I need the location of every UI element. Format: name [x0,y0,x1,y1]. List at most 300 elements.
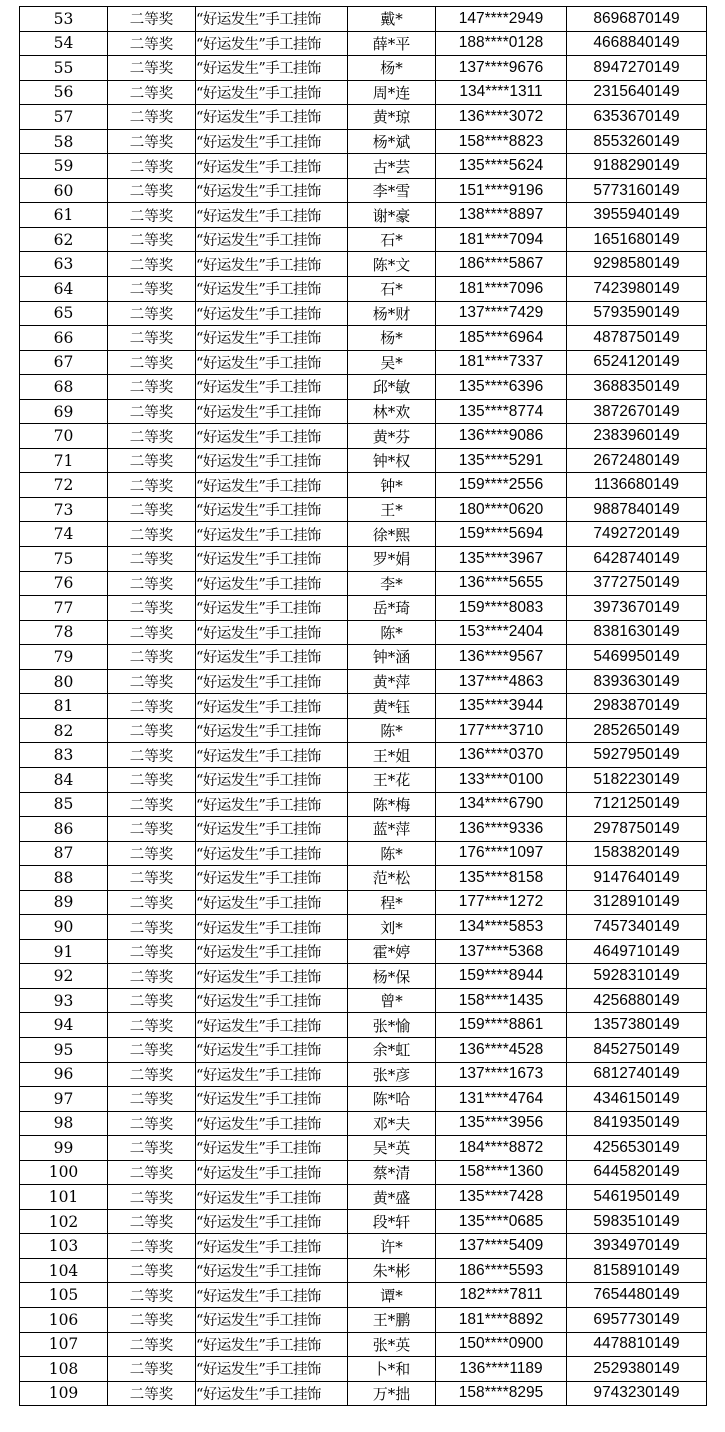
table-row [20,964,707,989]
redeem-code-cell: 2978750149 [567,817,707,842]
prize-name-cell: “好运发生”手工挂饰 [196,31,348,56]
row-number-cell: 81 [20,694,108,719]
winner-name-cell: 曾* [348,988,436,1013]
prize-name-cell: “好运发生”手工挂饰 [196,203,348,228]
prize-grade-cell: 二等奖 [108,1209,196,1234]
masked-phone-cell: 177****1272 [436,890,567,915]
prize-grade-cell: 二等奖 [108,80,196,105]
row-number-cell: 92 [20,964,108,989]
masked-phone-cell: 151****9196 [436,178,567,203]
table-row [20,1087,707,1112]
prize-grade-cell: 二等奖 [108,1307,196,1332]
prize-name-cell: “好运发生”手工挂饰 [196,1258,348,1283]
prize-name-cell: “好运发生”手工挂饰 [196,817,348,842]
table-row [20,1283,707,1308]
redeem-code-cell: 6957730149 [567,1307,707,1332]
table-row [20,497,707,522]
table-row [20,1037,707,1062]
prize-name-cell: “好运发生”手工挂饰 [196,1136,348,1161]
masked-phone-cell: 134****5853 [436,915,567,940]
prize-grade-cell: 二等奖 [108,277,196,302]
winner-name-cell: 戴* [348,7,436,32]
prize-grade-cell: 二等奖 [108,718,196,743]
redeem-code-cell: 5927950149 [567,743,707,768]
winner-name-cell: 李*雪 [348,178,436,203]
prize-name-cell: “好运发生”手工挂饰 [196,915,348,940]
prize-name-cell: “好运发生”手工挂饰 [196,964,348,989]
row-number-cell: 58 [20,129,108,154]
redeem-code-cell: 9743230149 [567,1381,707,1406]
row-number-cell: 76 [20,571,108,596]
table-row [20,31,707,56]
winner-name-cell: 徐*熙 [348,522,436,547]
winner-name-cell: 张*彦 [348,1062,436,1087]
table-row [20,522,707,547]
prize-name-cell: “好运发生”手工挂饰 [196,866,348,891]
redeem-code-cell: 8696870149 [567,7,707,32]
table-row [20,669,707,694]
winner-name-cell: 黄*钰 [348,694,436,719]
row-number-cell: 55 [20,56,108,81]
prize-grade-cell: 二等奖 [108,743,196,768]
table-row [20,1111,707,1136]
winner-name-cell: 邓*夫 [348,1111,436,1136]
table-row [20,350,707,375]
prize-grade-cell: 二等奖 [108,645,196,670]
prize-grade-cell: 二等奖 [108,596,196,621]
row-number-cell: 73 [20,497,108,522]
prize-name-cell: “好运发生”手工挂饰 [196,7,348,32]
winner-name-cell: 许* [348,1234,436,1259]
masked-phone-cell: 181****7096 [436,277,567,302]
prize-name-cell: “好运发生”手工挂饰 [196,1332,348,1357]
prize-grade-cell: 二等奖 [108,1381,196,1406]
redeem-code-cell: 9298580149 [567,252,707,277]
winner-name-cell: 杨*保 [348,964,436,989]
winner-name-cell: 范*松 [348,866,436,891]
masked-phone-cell: 153****2404 [436,620,567,645]
prize-name-cell: “好运发生”手工挂饰 [196,350,348,375]
redeem-code-cell: 8381630149 [567,620,707,645]
row-number-cell: 83 [20,743,108,768]
row-number-cell: 72 [20,473,108,498]
prize-grade-cell: 二等奖 [108,1185,196,1210]
table-row [20,301,707,326]
winner-name-cell: 吴*英 [348,1136,436,1161]
masked-phone-cell: 138****8897 [436,203,567,228]
prize-grade-cell: 二等奖 [108,1357,196,1382]
prize-name-cell: “好运发生”手工挂饰 [196,1037,348,1062]
prize-name-cell: “好运发生”手工挂饰 [196,767,348,792]
prize-grade-cell: 二等奖 [108,350,196,375]
prize-grade-cell: 二等奖 [108,129,196,154]
table-row [20,645,707,670]
row-number-cell: 63 [20,252,108,277]
prize-name-cell: “好运发生”手工挂饰 [196,252,348,277]
row-number-cell: 80 [20,669,108,694]
redeem-code-cell: 8553260149 [567,129,707,154]
redeem-code-cell: 7654480149 [567,1283,707,1308]
masked-phone-cell: 180****0620 [436,497,567,522]
row-number-cell: 102 [20,1209,108,1234]
table-row [20,1357,707,1382]
redeem-code-cell: 3973670149 [567,596,707,621]
prize-name-cell: “好运发生”手工挂饰 [196,105,348,130]
winner-name-cell: 段*轩 [348,1209,436,1234]
winner-name-cell: 谢*豪 [348,203,436,228]
prize-grade-cell: 二等奖 [108,988,196,1013]
table-row [20,399,707,424]
table-row [20,743,707,768]
masked-phone-cell: 135****5291 [436,448,567,473]
prize-grade-cell: 二等奖 [108,939,196,964]
prize-name-cell: “好运发生”手工挂饰 [196,1087,348,1112]
winner-name-cell: 黄*萍 [348,669,436,694]
row-number-cell: 66 [20,326,108,351]
winner-name-cell: 蓝*萍 [348,817,436,842]
winner-name-cell: 石* [348,227,436,252]
prize-name-cell: “好运发生”手工挂饰 [196,718,348,743]
table-row [20,694,707,719]
prize-name-cell: “好运发生”手工挂饰 [196,1357,348,1382]
prize-grade-cell: 二等奖 [108,1258,196,1283]
winner-name-cell: 王*鹏 [348,1307,436,1332]
masked-phone-cell: 137****9676 [436,56,567,81]
table-row [20,1381,707,1406]
prize-grade-cell: 二等奖 [108,1283,196,1308]
prize-grade-cell: 二等奖 [108,792,196,817]
prize-grade-cell: 二等奖 [108,620,196,645]
row-number-cell: 82 [20,718,108,743]
prize-grade-cell: 二等奖 [108,915,196,940]
masked-phone-cell: 158****1435 [436,988,567,1013]
redeem-code-cell: 6428740149 [567,547,707,572]
masked-phone-cell: 185****6964 [436,326,567,351]
prize-name-cell: “好运发生”手工挂饰 [196,1307,348,1332]
redeem-code-cell: 9147640149 [567,866,707,891]
masked-phone-cell: 137****5368 [436,939,567,964]
winner-name-cell: 岳*琦 [348,596,436,621]
winner-name-cell: 罗*娟 [348,547,436,572]
table-row [20,915,707,940]
row-number-cell: 56 [20,80,108,105]
row-number-cell: 101 [20,1185,108,1210]
winner-name-cell: 石* [348,277,436,302]
table-row [20,718,707,743]
table-row [20,154,707,179]
prize-grade-cell: 二等奖 [108,399,196,424]
winner-name-cell: 钟*涵 [348,645,436,670]
prize-grade-cell: 二等奖 [108,767,196,792]
table-row [20,1062,707,1087]
winners-table-body [20,7,707,1406]
winner-name-cell: 王*姐 [348,743,436,768]
masked-phone-cell: 184****8872 [436,1136,567,1161]
winner-name-cell: 王* [348,497,436,522]
row-number-cell: 74 [20,522,108,547]
row-number-cell: 104 [20,1258,108,1283]
table-row [20,473,707,498]
row-number-cell: 69 [20,399,108,424]
prize-grade-cell: 二等奖 [108,473,196,498]
winner-name-cell: 杨* [348,326,436,351]
prize-grade-cell: 二等奖 [108,203,196,228]
masked-phone-cell: 136****5655 [436,571,567,596]
masked-phone-cell: 135****0685 [436,1209,567,1234]
prize-grade-cell: 二等奖 [108,301,196,326]
prize-name-cell: “好运发生”手工挂饰 [196,473,348,498]
row-number-cell: 79 [20,645,108,670]
winner-name-cell: 黄*盛 [348,1185,436,1210]
prize-name-cell: “好运发生”手工挂饰 [196,1160,348,1185]
redeem-code-cell: 9188290149 [567,154,707,179]
prize-grade-cell: 二等奖 [108,1136,196,1161]
prize-name-cell: “好运发生”手工挂饰 [196,1234,348,1259]
prize-name-cell: “好运发生”手工挂饰 [196,326,348,351]
winner-name-cell: 吴* [348,350,436,375]
masked-phone-cell: 136****4528 [436,1037,567,1062]
masked-phone-cell: 188****0128 [436,31,567,56]
redeem-code-cell: 5773160149 [567,178,707,203]
prize-grade-cell: 二等奖 [108,522,196,547]
table-row [20,252,707,277]
prize-name-cell: “好运发生”手工挂饰 [196,178,348,203]
winner-name-cell: 薛*平 [348,31,436,56]
masked-phone-cell: 137****1673 [436,1062,567,1087]
table-row [20,375,707,400]
winner-name-cell: 黄*琼 [348,105,436,130]
prize-name-cell: “好运发生”手工挂饰 [196,547,348,572]
row-number-cell: 60 [20,178,108,203]
redeem-code-cell: 3772750149 [567,571,707,596]
prize-name-cell: “好运发生”手工挂饰 [196,743,348,768]
row-number-cell: 105 [20,1283,108,1308]
masked-phone-cell: 158****8823 [436,129,567,154]
row-number-cell: 71 [20,448,108,473]
prize-grade-cell: 二等奖 [108,1111,196,1136]
winner-name-cell: 杨* [348,56,436,81]
winner-name-cell: 万*拙 [348,1381,436,1406]
table-row [20,939,707,964]
redeem-code-cell: 6812740149 [567,1062,707,1087]
redeem-code-cell: 4256880149 [567,988,707,1013]
prize-grade-cell: 二等奖 [108,1160,196,1185]
redeem-code-cell: 1651680149 [567,227,707,252]
prize-name-cell: “好运发生”手工挂饰 [196,154,348,179]
row-number-cell: 86 [20,817,108,842]
winner-name-cell: 林*欢 [348,399,436,424]
masked-phone-cell: 136****9336 [436,817,567,842]
masked-phone-cell: 135****8158 [436,866,567,891]
redeem-code-cell: 2983870149 [567,694,707,719]
prize-name-cell: “好运发生”手工挂饰 [196,890,348,915]
table-row [20,178,707,203]
masked-phone-cell: 176****1097 [436,841,567,866]
winner-name-cell: 钟*权 [348,448,436,473]
table-row [20,571,707,596]
table-row [20,203,707,228]
prize-name-cell: “好运发生”手工挂饰 [196,694,348,719]
prize-grade-cell: 二等奖 [108,817,196,842]
redeem-code-cell: 4256530149 [567,1136,707,1161]
masked-phone-cell: 134****6790 [436,792,567,817]
masked-phone-cell: 159****5694 [436,522,567,547]
row-number-cell: 90 [20,915,108,940]
redeem-code-cell: 5983510149 [567,1209,707,1234]
row-number-cell: 53 [20,7,108,32]
prize-grade-cell: 二等奖 [108,1013,196,1038]
masked-phone-cell: 135****8774 [436,399,567,424]
prize-name-cell: “好运发生”手工挂饰 [196,1209,348,1234]
redeem-code-cell: 9887840149 [567,497,707,522]
redeem-code-cell: 4668840149 [567,31,707,56]
masked-phone-cell: 137****4863 [436,669,567,694]
row-number-cell: 78 [20,620,108,645]
masked-phone-cell: 137****7429 [436,301,567,326]
redeem-code-cell: 5182230149 [567,767,707,792]
redeem-code-cell: 4649710149 [567,939,707,964]
winner-name-cell: 程* [348,890,436,915]
prize-name-cell: “好运发生”手工挂饰 [196,301,348,326]
prize-name-cell: “好运发生”手工挂饰 [196,399,348,424]
prize-grade-cell: 二等奖 [108,7,196,32]
redeem-code-cell: 7121250149 [567,792,707,817]
redeem-code-cell: 8452750149 [567,1037,707,1062]
row-number-cell: 59 [20,154,108,179]
redeem-code-cell: 3688350149 [567,375,707,400]
table-row [20,792,707,817]
prize-name-cell: “好运发生”手工挂饰 [196,448,348,473]
table-row [20,424,707,449]
prize-name-cell: “好运发生”手工挂饰 [196,571,348,596]
row-number-cell: 95 [20,1037,108,1062]
redeem-code-cell: 2529380149 [567,1357,707,1382]
prize-grade-cell: 二等奖 [108,866,196,891]
masked-phone-cell: 131****4764 [436,1087,567,1112]
redeem-code-cell: 3955940149 [567,203,707,228]
masked-phone-cell: 137****5409 [436,1234,567,1259]
row-number-cell: 65 [20,301,108,326]
masked-phone-cell: 186****5867 [436,252,567,277]
prize-name-cell: “好运发生”手工挂饰 [196,227,348,252]
prize-name-cell: “好运发生”手工挂饰 [196,129,348,154]
prize-grade-cell: 二等奖 [108,890,196,915]
masked-phone-cell: 186****5593 [436,1258,567,1283]
table-row [20,56,707,81]
masked-phone-cell: 159****8944 [436,964,567,989]
redeem-code-cell: 2315640149 [567,80,707,105]
redeem-code-cell: 4478810149 [567,1332,707,1357]
row-number-cell: 67 [20,350,108,375]
row-number-cell: 62 [20,227,108,252]
prize-grade-cell: 二等奖 [108,154,196,179]
row-number-cell: 68 [20,375,108,400]
winner-name-cell: 陈* [348,718,436,743]
table-row [20,1185,707,1210]
redeem-code-cell: 8158910149 [567,1258,707,1283]
prize-name-cell: “好运发生”手工挂饰 [196,669,348,694]
table-row [20,80,707,105]
row-number-cell: 54 [20,31,108,56]
prize-grade-cell: 二等奖 [108,841,196,866]
prize-name-cell: “好运发生”手工挂饰 [196,1013,348,1038]
winner-name-cell: 陈*哈 [348,1087,436,1112]
prize-name-cell: “好运发生”手工挂饰 [196,277,348,302]
prize-grade-cell: 二等奖 [108,571,196,596]
table-row [20,1234,707,1259]
redeem-code-cell: 4878750149 [567,326,707,351]
prize-name-cell: “好运发生”手工挂饰 [196,620,348,645]
prize-name-cell: “好运发生”手工挂饰 [196,596,348,621]
redeem-code-cell: 1583820149 [567,841,707,866]
winner-name-cell: 张*愉 [348,1013,436,1038]
prize-grade-cell: 二等奖 [108,964,196,989]
table-row [20,1160,707,1185]
winner-name-cell: 周*连 [348,80,436,105]
redeem-code-cell: 5469950149 [567,645,707,670]
masked-phone-cell: 135****7428 [436,1185,567,1210]
table-row [20,227,707,252]
prize-grade-cell: 二等奖 [108,497,196,522]
winner-name-cell: 钟* [348,473,436,498]
table-row [20,596,707,621]
prize-grade-cell: 二等奖 [108,1332,196,1357]
winner-name-cell: 邱*敏 [348,375,436,400]
prize-grade-cell: 二等奖 [108,448,196,473]
prize-grade-cell: 二等奖 [108,669,196,694]
masked-phone-cell: 182****7811 [436,1283,567,1308]
prize-grade-cell: 二等奖 [108,105,196,130]
row-number-cell: 100 [20,1160,108,1185]
masked-phone-cell: 136****9086 [436,424,567,449]
winners-table [19,6,707,1406]
row-number-cell: 87 [20,841,108,866]
redeem-code-cell: 2383960149 [567,424,707,449]
prize-name-cell: “好运发生”手工挂饰 [196,1111,348,1136]
redeem-code-cell: 2852650149 [567,718,707,743]
masked-phone-cell: 159****8861 [436,1013,567,1038]
table-row [20,1307,707,1332]
table-row [20,1209,707,1234]
table-row [20,326,707,351]
redeem-code-cell: 3872670149 [567,399,707,424]
redeem-code-cell: 5793590149 [567,301,707,326]
redeem-code-cell: 7423980149 [567,277,707,302]
prize-grade-cell: 二等奖 [108,424,196,449]
table-row [20,1258,707,1283]
row-number-cell: 85 [20,792,108,817]
prize-grade-cell: 二等奖 [108,31,196,56]
winner-name-cell: 杨*财 [348,301,436,326]
redeem-code-cell: 1136680149 [567,473,707,498]
row-number-cell: 84 [20,767,108,792]
masked-phone-cell: 134****1311 [436,80,567,105]
redeem-code-cell: 8419350149 [567,1111,707,1136]
table-row [20,988,707,1013]
winner-name-cell: 王*花 [348,767,436,792]
prize-grade-cell: 二等奖 [108,227,196,252]
table-row [20,1136,707,1161]
table-row [20,620,707,645]
table-row [20,1332,707,1357]
masked-phone-cell: 181****8892 [436,1307,567,1332]
row-number-cell: 98 [20,1111,108,1136]
row-number-cell: 97 [20,1087,108,1112]
prize-name-cell: “好运发生”手工挂饰 [196,939,348,964]
prize-name-cell: “好运发生”手工挂饰 [196,375,348,400]
prize-name-cell: “好运发生”手工挂饰 [196,1185,348,1210]
winner-name-cell: 陈* [348,620,436,645]
